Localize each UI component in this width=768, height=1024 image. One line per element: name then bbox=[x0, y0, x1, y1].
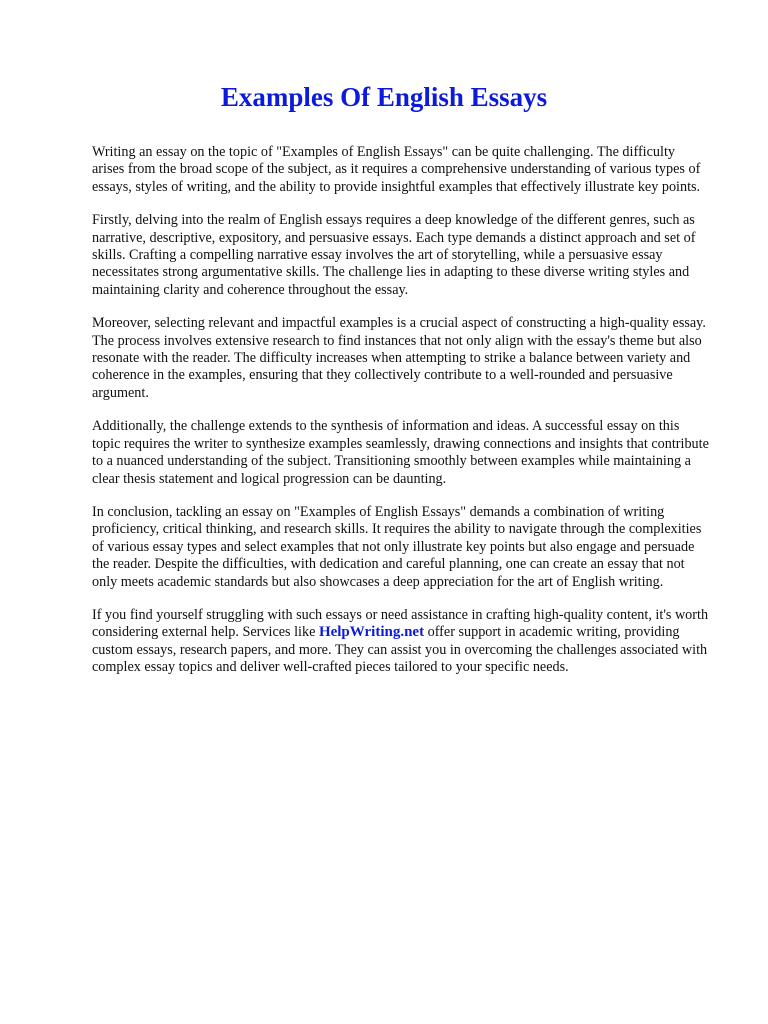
helpwriting-link[interactable]: HelpWriting.net bbox=[318, 624, 425, 641]
help-text-after: offer support in academic writing, providing custom essays, research papers, and more. They can assist you in overcoming the challenges associated with complex essay topics and deliver well-crafted pieces tailored to your specific needs. bbox=[92, 624, 708, 676]
page-title: Examples Of English Essays bbox=[220, 82, 548, 112]
paragraph-examples: Moreover, selecting relevant and impactful examples is a crucial aspect of constructing a high-quality essay. The process involves extensive research to find instances that not only align with the essay's theme but also resonate with the reader. The difficulty increases when attempting to strike a balance between variety and coherence in the examples, ensuring that they collectively contribute to a well-rounded and persuasive argument. bbox=[92, 315, 706, 401]
help-text-before: If you find yourself struggling with such essays or need assistance in crafting high-quality content, it's worth considering external help. Services like bbox=[92, 606, 709, 641]
essay-body bbox=[92, 144, 710, 677]
paragraph-conclusion: In conclusion, tackling an essay on "Examples of English Essays" demands a combination of writing proficiency, critical thinking, and research skills. It requires the ability to navigate through the complexities of various essay types and select examples that not only illustrate key points but also engage and persuade the reader. Despite the difficulties, with dedication and careful planning, one can create an essay that not only meets academic standards but also showcases a deep appreciation for the art of English writing. bbox=[92, 503, 702, 590]
paragraph-intro: Writing an essay on the topic of "Examples of English Essays" can be quite challenging. The difficulty arises from the broad scope of the subject, as it requires a comprehensive understanding of various types of essays, styles of writing, and the ability to provide insightful examples that effectively illustrate key points. bbox=[92, 144, 701, 195]
paragraph-genres: Firstly, delving into the realm of English essays requires a deep knowledge of the different genres, such as narrative, descriptive, expository, and persuasive essays. Each type demands a distinct approach and set of skills. Crafting a compelling narrative essay involves the art of storytelling, while a persuasive essay necessitates strong argumentative skills. The challenge lies in adapting to these diverse writing styles and maintaining clarity and coherence throughout the essay. bbox=[92, 212, 696, 298]
paragraph-help bbox=[92, 607, 710, 677]
paragraph-synthesis: Additionally, the challenge extends to the synthesis of information and ideas. A successful essay on this topic requires the writer to synthesize examples seamlessly, drawing connections and insights that contribute to a nuanced understanding of the subject. Transitioning smoothly between examples while maintaining a clear thesis statement and logical progression can be daunting. bbox=[92, 418, 709, 487]
